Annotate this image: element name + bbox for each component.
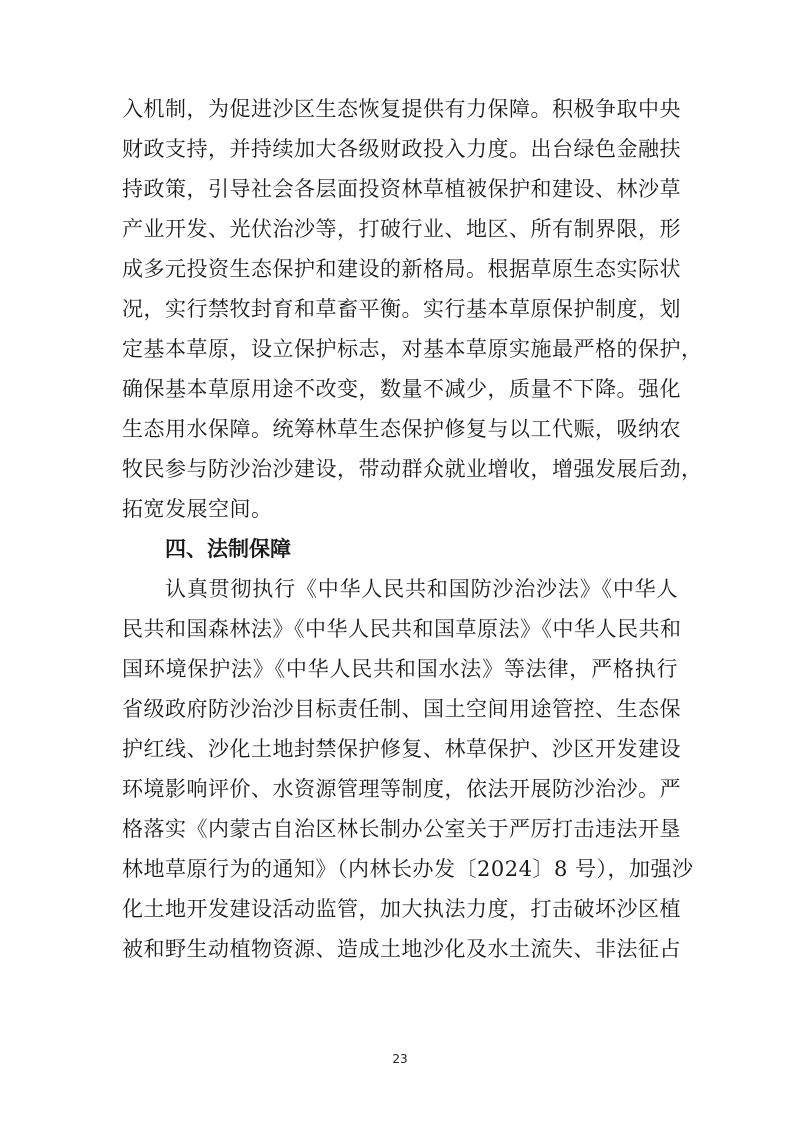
paragraph-line: 民共和国森林法》《中华人民共和国草原法》《中华人民共和 <box>122 617 682 641</box>
paragraph-line-last: 拓宽发展空间。 <box>122 497 273 521</box>
paragraph-line: 定基本草原，设立保护标志，对基本草原实施最严格的保护， <box>122 337 703 361</box>
paragraph-line: 确保基本草原用途不改变，数量不减少，质量不下降。强化 <box>122 377 681 401</box>
paragraph-line: 格落实《内蒙古自治区林长制办公室关于严厉打击违法开垦 <box>122 817 681 841</box>
paragraph-line: 被和野生动植物资源、造成土地沙化及水土流失、非法征占 <box>122 937 681 961</box>
paragraph-line: 护红线、沙化土地封禁保护修复、林草保护、沙区开发建设 <box>122 737 681 761</box>
paragraph-line: 况，实行禁牧封育和草畜平衡。实行基本草原保护制度，划 <box>122 297 681 321</box>
paragraph-line: 成多元投资生态保护和建设的新格局。根据草原生态实际状 <box>122 257 681 281</box>
paragraph-line: 生态用水保障。统筹林草生态保护修复与以工代赈，吸纳农 <box>122 417 681 441</box>
paragraph-line: 国环境保护法》《中华人民共和国水法》等法律，严格执行 <box>122 657 678 681</box>
paragraph-line: 产业开发、光伏治沙等，打破行业、地区、所有制界限，形 <box>122 217 681 241</box>
paragraph-first-line: 认真贯彻执行《中华人民共和国防沙治沙法》《中华人 <box>165 577 678 601</box>
paragraph-line: 牧民参与防沙治沙建设，带动群众就业增收，增强发展后劲， <box>122 457 703 481</box>
page-number: 23 <box>392 1052 408 1066</box>
section-heading: 四、法制保障 <box>165 537 291 561</box>
paragraph-line: 环境影响评价、水资源管理等制度，依法开展防沙治沙。严 <box>122 777 681 801</box>
paragraph-line: 入机制，为促进沙区生态恢复提供有力保障。积极争取中央 <box>122 97 681 121</box>
paragraph-line: 财政支持，并持续加大各级财政投入力度。出台绿色金融扶 <box>122 137 681 161</box>
paragraph-line: 林地草原行为的通知》（内林长办发〔2024〕8 号），加强沙 <box>122 857 694 881</box>
paragraph-line: 省级政府防沙治沙目标责任制、国土空间用途管控、生态保 <box>122 697 681 721</box>
paragraph-line: 化土地开发建设活动监管，加大执法力度，打击破坏沙区植 <box>122 897 681 921</box>
paragraph-line: 持政策，引导社会各层面投资林草植被保护和建设、林沙草 <box>122 177 681 201</box>
